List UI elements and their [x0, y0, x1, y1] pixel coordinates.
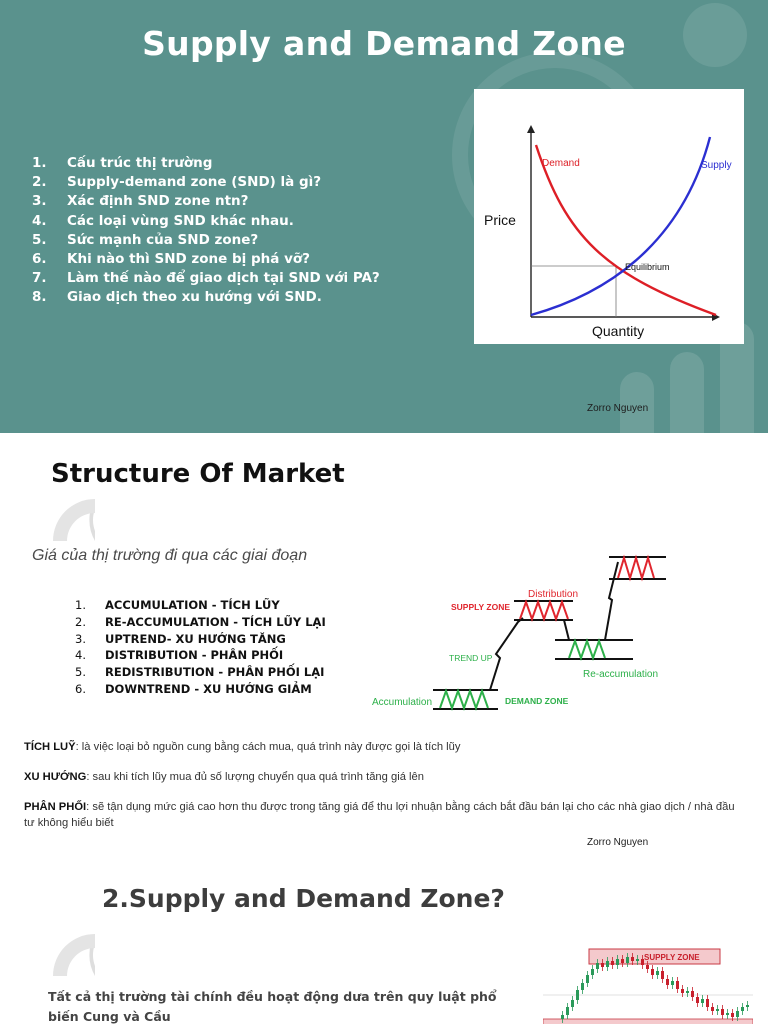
- agenda-number: 2.: [32, 174, 47, 191]
- candle-body: [596, 963, 599, 969]
- redistribution-zone: [609, 557, 666, 579]
- candle-body: [701, 999, 704, 1003]
- candle-body: [676, 981, 679, 989]
- candle-body: [631, 957, 634, 961]
- equilibrium-label: Equilibrium: [625, 262, 670, 272]
- definition-text: : sau khi tích lũy mua đủ số lượng chuyển qua quá trình tăng giá lên: [86, 771, 424, 783]
- candle-body: [606, 961, 609, 967]
- candle-body: [566, 1007, 569, 1015]
- phase-item: [75, 681, 326, 698]
- agenda-text: Khi nào thì SND zone bị phá vỡ?: [67, 250, 310, 267]
- market-structure-diagram: [368, 550, 668, 715]
- re-accumulation-zone: [555, 640, 633, 659]
- phase-number: 1.: [75, 598, 86, 612]
- candle-body: [706, 999, 709, 1007]
- re-accumulation-label: Re-accumulation: [583, 669, 659, 680]
- y-axis-arrow: [527, 125, 535, 133]
- candle-body: [721, 1009, 724, 1015]
- supply-label: Supply: [701, 160, 732, 171]
- candle-body: [646, 965, 649, 969]
- definition-term: TÍCH LUỸ: [24, 741, 76, 753]
- cover-author: Zorro Nguyen: [587, 403, 649, 414]
- candle-body: [686, 991, 689, 993]
- candle-body: [741, 1007, 744, 1011]
- trend-up-path-2: [605, 562, 618, 640]
- agenda-item: [32, 173, 380, 192]
- agenda-item: [32, 154, 380, 173]
- candlestick-chart: [543, 945, 753, 1024]
- candle-body: [581, 983, 584, 990]
- agenda-number: 3.: [32, 193, 47, 210]
- cover-title: Supply and Demand Zone: [142, 24, 626, 63]
- demand-curve: [536, 145, 716, 315]
- supply-demand-graph-svg: [474, 89, 744, 344]
- agenda-text: Xác định SND zone ntn?: [67, 193, 249, 210]
- phase-number: 3.: [75, 631, 86, 646]
- supply-zone-label: SUPPLY ZONE: [451, 602, 511, 612]
- definition-term: XU HƯỚNG: [24, 771, 87, 783]
- candle-body: [601, 963, 604, 967]
- phase-text: REDISTRIBUTION - PHÂN PHỐI LẠI: [105, 665, 325, 680]
- phase-text: RE-ACCUMULATION - TÍCH LŨY LẠI: [105, 614, 326, 629]
- snd-zone-description: Tất cả thị trường tài chính đều hoạt động dưa trên quy luật phổ biến Cung và Cầu: [48, 989, 497, 1024]
- agenda-item: [32, 250, 380, 269]
- phase-item: [75, 597, 326, 614]
- phase-number: 4.: [75, 648, 86, 663]
- structure-title: Structure Of Market: [51, 459, 345, 489]
- agenda-text: Supply-demand zone (SND) là gì?: [67, 174, 322, 191]
- candle-body: [681, 989, 684, 993]
- agenda-text: Giao dịch theo xu hướng với SND.: [67, 289, 322, 306]
- candle-body: [711, 1007, 714, 1011]
- phase-text: ACCUMULATION - TÍCH LŨY: [105, 598, 280, 612]
- agenda-text: Cấu trúc thị trường: [67, 155, 213, 171]
- candle-body: [671, 981, 674, 985]
- decorative-half-circle: [53, 499, 95, 541]
- candle-body: [561, 1015, 564, 1019]
- distribution-zone: [514, 601, 573, 620]
- candle-body: [746, 1005, 749, 1007]
- trend-up-path: [490, 618, 523, 690]
- cover-slide: [0, 0, 768, 433]
- demand-zone-label: DEMAND ZONE: [505, 696, 569, 706]
- candle-body: [591, 969, 594, 975]
- candle-body: [696, 997, 699, 1003]
- candle-body: [731, 1013, 734, 1017]
- phase-item: [75, 647, 326, 664]
- definition-term: PHÂN PHỐI: [24, 801, 87, 813]
- agenda-item: [32, 231, 380, 250]
- decorative-half-circle: [53, 934, 95, 976]
- supply-zone-chart-label: SUPPLY ZONE: [644, 953, 700, 962]
- candle-body: [691, 991, 694, 997]
- candle-body: [736, 1011, 739, 1017]
- agenda-text: Sức mạnh của SND zone?: [67, 231, 259, 248]
- definition-distribution: [24, 799, 748, 831]
- trend-up-label: TREND UP: [449, 653, 493, 663]
- accumulation-label: Accumulation: [372, 697, 433, 708]
- definition-text: : là việc loại bỏ nguồn cung bằng cách mua, quá trình này được gọi là tích lũy: [75, 741, 461, 753]
- price-axis-label: Price: [484, 212, 516, 228]
- agenda-item: [32, 212, 380, 231]
- pullback-path: [564, 620, 569, 640]
- phase-item: [75, 631, 326, 648]
- structure-subtitle: Giá của thị trường đi qua các giai đoạn: [32, 547, 308, 564]
- agenda-list: [32, 154, 380, 308]
- candle-body: [626, 957, 629, 963]
- agenda-number: 8.: [32, 289, 47, 306]
- candle-body: [666, 979, 669, 985]
- candle-body: [616, 959, 619, 965]
- candle-body: [571, 1000, 574, 1007]
- phase-item: [75, 664, 326, 681]
- definition-trend: [24, 769, 424, 785]
- candle-body: [656, 971, 659, 975]
- agenda-number: 4.: [32, 212, 47, 229]
- market-phases-list: [75, 597, 326, 698]
- candle-body: [641, 959, 644, 965]
- candle-body: [621, 959, 624, 963]
- demand-label: Demand: [542, 158, 580, 169]
- candle-body: [611, 961, 614, 965]
- agenda-number: 5.: [32, 231, 47, 248]
- agenda-item: [32, 288, 380, 307]
- supply-demand-graph: [474, 89, 744, 344]
- agenda-text: Các loại vùng SND khác nhau.: [67, 212, 294, 229]
- agenda-item: [32, 269, 380, 288]
- candle-body: [651, 969, 654, 975]
- snd-zone-title: 2.Supply and Demand Zone?: [102, 884, 505, 913]
- definition-accumulation: [24, 739, 460, 755]
- agenda-number: 6.: [32, 250, 47, 267]
- candle-body: [716, 1009, 719, 1011]
- phase-number: 6.: [75, 681, 86, 696]
- candle-body: [636, 959, 639, 961]
- quantity-axis-label: Quantity: [592, 323, 645, 339]
- phase-number: 2.: [75, 614, 86, 629]
- accumulation-zone: [433, 690, 498, 709]
- candle-body: [576, 990, 579, 1000]
- phase-item: [75, 614, 326, 631]
- agenda-item: [32, 192, 380, 211]
- agenda-number: 7.: [32, 270, 47, 287]
- structure-author: Zorro Nguyen: [587, 837, 649, 848]
- phase-text: DISTRIBUTION - PHÂN PHỐI: [105, 648, 284, 663]
- phase-text: UPTREND- XU HƯỚNG TĂNG: [105, 631, 286, 646]
- phase-number: 5.: [75, 665, 86, 680]
- candle-body: [661, 971, 664, 979]
- candle-body: [586, 975, 589, 983]
- distribution-label: Distribution: [528, 589, 579, 600]
- phase-text: DOWNTREND - XU HƯỚNG GIẢM: [105, 681, 312, 696]
- agenda-text: Làm thế nào để giao dịch tại SND với PA?: [67, 270, 380, 287]
- agenda-number: 1.: [32, 155, 47, 171]
- candle-body: [726, 1013, 729, 1015]
- definition-text: : sẽ tận dụng mức giá cao hơn thu được trong tăng giá để thu lợi nhuận bằng cách bắt đầu bán lại cho các nhà giao dịch / nhà đầu tư không hiểu biết: [24, 801, 735, 829]
